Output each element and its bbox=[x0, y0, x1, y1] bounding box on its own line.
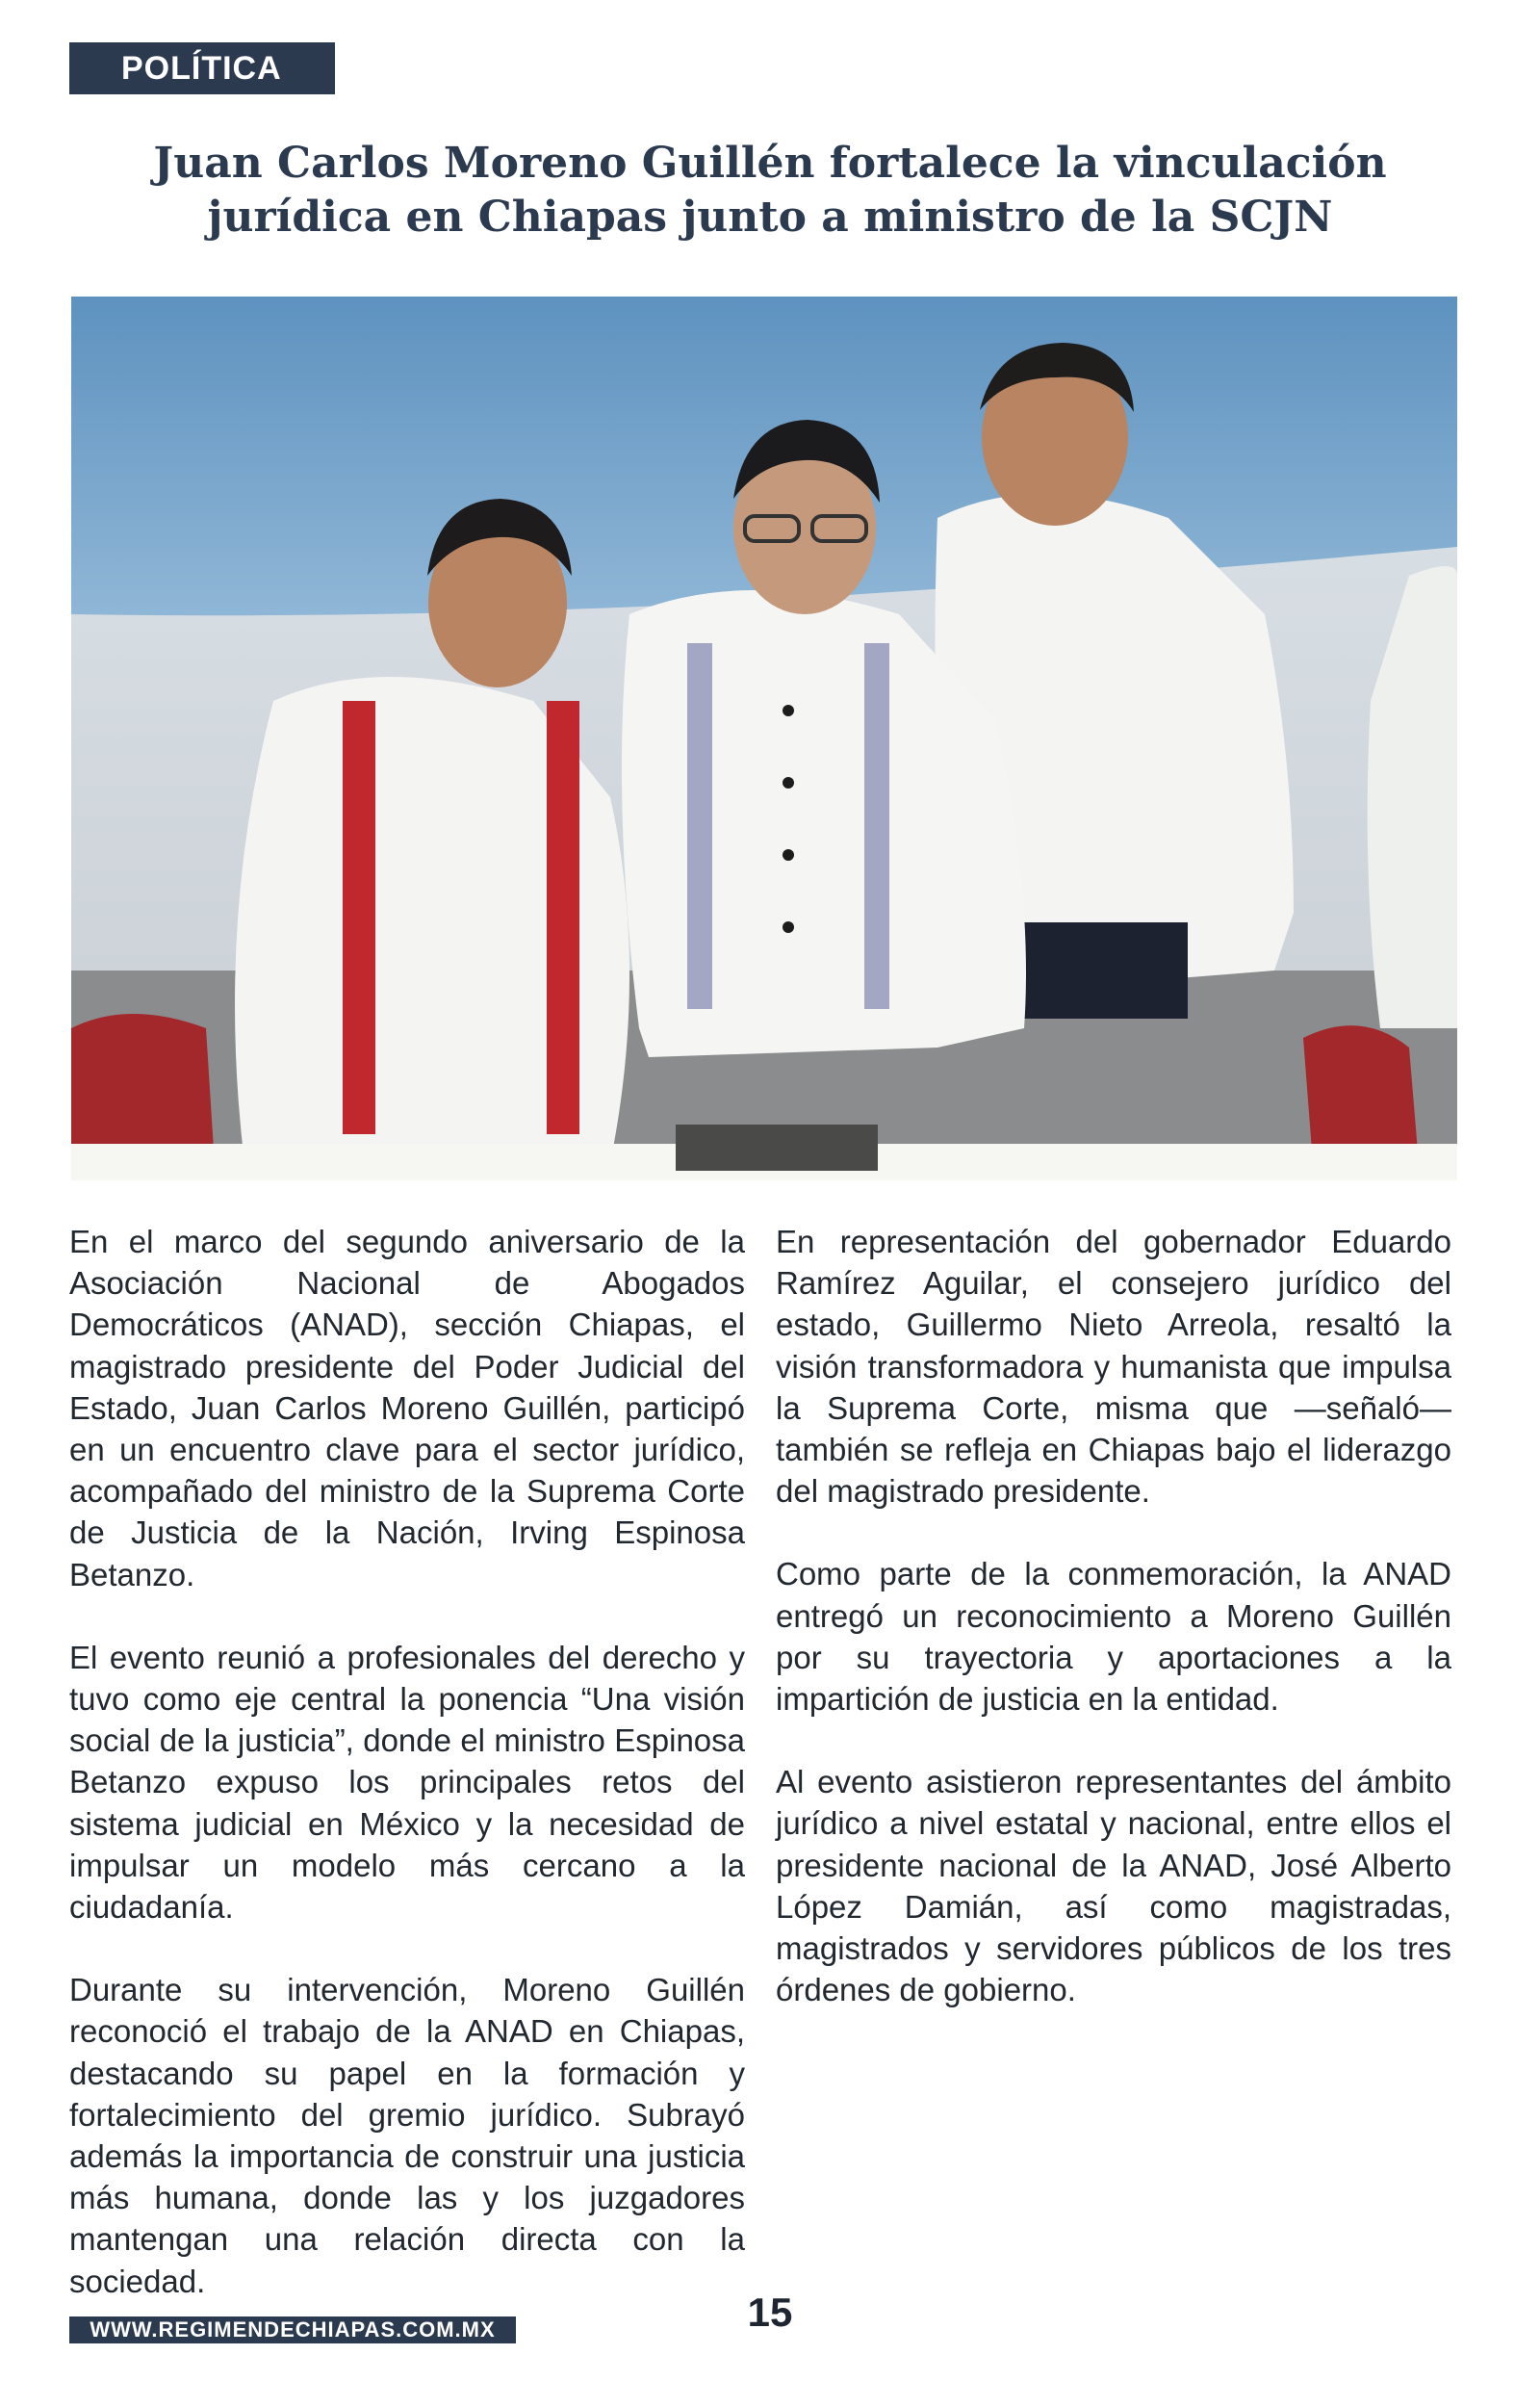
button-dot bbox=[783, 705, 794, 716]
article-paragraph: En representación del gobernador Eduardo Ramírez Aguilar, el consejero jurídico del estado, Guillermo Nieto Arreola, resaltó la visión transformadora y humanista que impulsa la Suprema Corte, misma que —señaló— también se refleja en Chiapas bajo el liderazgo del magistrado presidente. bbox=[776, 1224, 1451, 1510]
person-left-red-trim bbox=[547, 701, 579, 1134]
article-paragraph: En el marco del segundo aniversario de la Asociación Nacional de Abogados Democráticos (ANAD), sección Chiapas, el magistrado presidente del Poder Judicial del Estado, Juan Carlos Moreno Guillén, participó en un encuentro clave para el sector jurídico, acompañado del ministro de la Suprema Corte de Justicia de la Nación, Irving Espinosa Betanzo. bbox=[69, 1224, 745, 1592]
photo-illustration bbox=[71, 297, 1457, 1180]
person-center-embroidery-left bbox=[687, 643, 712, 1009]
red-chair-right bbox=[1303, 1025, 1419, 1163]
article-paragraph: Como parte de la conmemoración, la ANAD entregó un reconocimiento a Moreno Guillén por su trayectoria y aportaciones a la impartición de justicia en la entidad. bbox=[776, 1556, 1451, 1718]
person-center-embroidery-right bbox=[864, 643, 889, 1009]
button-dot bbox=[783, 921, 794, 933]
article-paragraph: Al evento asistieron representantes del ámbito jurídico a nivel estatal y nacional, entre ellos el presidente nacional de la ANAD, José Alberto López Damián, así como magistradas, magistrados y servidores públicos de los tres órdenes de gobierno. bbox=[776, 1764, 1451, 2008]
article-headline: Juan Carlos Moreno Guillén fortalece la vinculación jurídica en Chiapas junto a ministro de la SCJN bbox=[153, 139, 1387, 242]
article-paragraph: El evento reunió a profesionales del derecho y tuvo como eje central la ponencia “Una visión social de la justicia”, donde el ministro Espinosa Betanzo expuso los principales retos del sistema judicial en México y la necesidad de impulsar un modelo más cercano a la ciudadanía. bbox=[69, 1639, 745, 1926]
article-column-right bbox=[776, 1221, 1451, 2052]
button-dot bbox=[783, 849, 794, 861]
award-plaque bbox=[676, 1125, 878, 1171]
person-left-red-trim bbox=[343, 701, 375, 1134]
website-link[interactable]: WWW.REGIMENDECHIAPAS.COM.MX bbox=[69, 2316, 516, 2343]
article-paragraph: Durante su intervención, Moreno Guillén reconoció el trabajo de la ANAD en Chiapas, destacando su papel en la formación y fortalecimiento del gremio jurídico. Subrayó además la importancia de construir una justicia más humana, donde las y los juzgadores mantengan una relación directa con la sociedad. bbox=[69, 1972, 745, 2299]
page-number: 15 bbox=[747, 2290, 793, 2335]
section-label: POLÍTICA bbox=[69, 42, 335, 94]
article-column-left bbox=[69, 1221, 745, 2343]
button-dot bbox=[783, 777, 794, 789]
article-photo bbox=[71, 297, 1457, 1180]
